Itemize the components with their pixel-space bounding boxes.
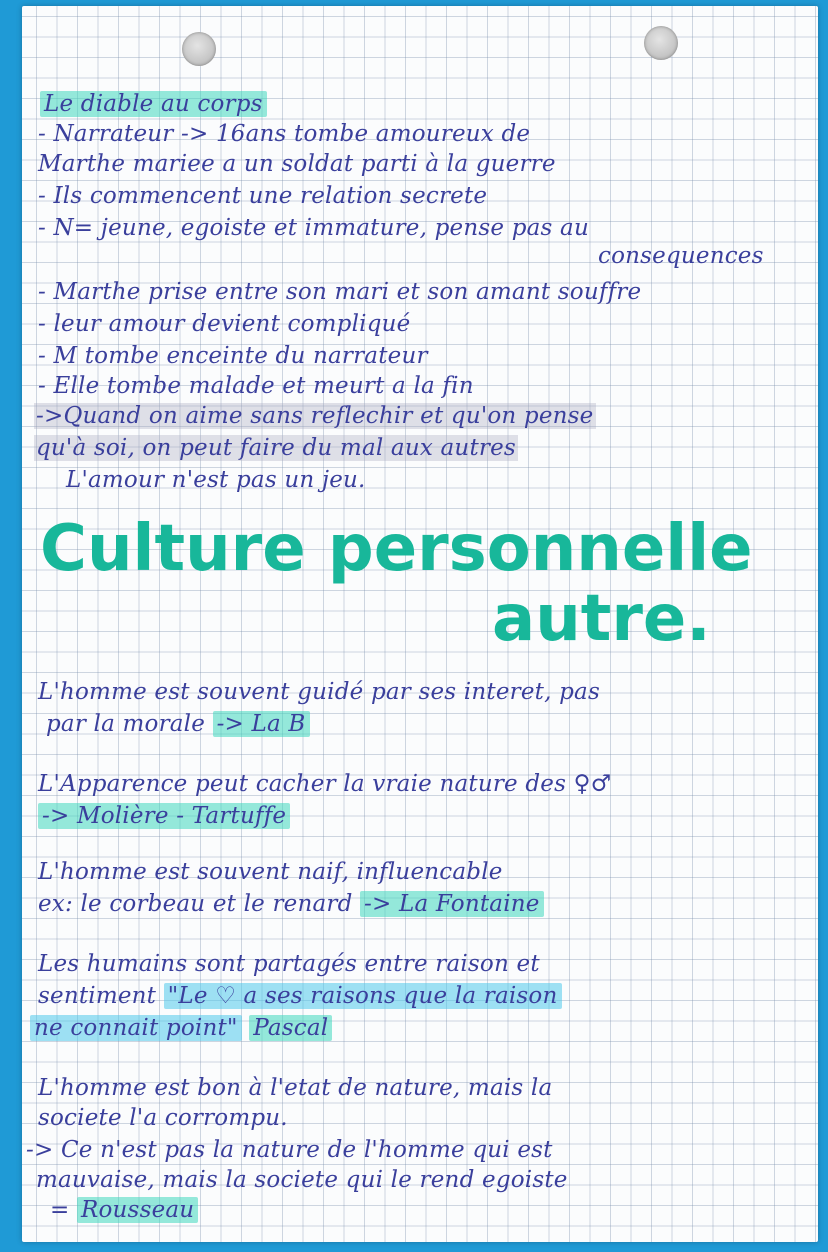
entry-line: ex: le corbeau et le renard -> La Fontaine [38, 890, 544, 918]
section-title: Le diable au corps [40, 90, 267, 118]
note-line: - Elle tombe malade et meurt a la fin [38, 373, 474, 399]
note-line: - Marthe prise entre son mari et son amant souffre [38, 279, 642, 305]
entry-line: mauvaise, mais la societe qui le rend egoiste [36, 1167, 568, 1193]
conclusion-line: ->Quand on aime sans reflechir et qu'on pense [36, 403, 594, 429]
conclusion-line: L'amour n'est pas un jeu. [66, 467, 366, 493]
heading-autre: autre. [492, 582, 711, 656]
quote-highlight: ne connait point" [30, 1015, 242, 1041]
heading-culture-personnelle: Culture personnelle [40, 512, 753, 586]
reference-highlight: -> La B [213, 711, 310, 737]
reference-highlight: -> La Fontaine [360, 891, 544, 917]
gender-symbols: ♀♂ [573, 771, 612, 797]
entry-line [38, 802, 290, 830]
note-line: - Narrateur -> 16ans tombe amoureux de [38, 121, 531, 147]
entry-line: societe l'a corrompu. [38, 1105, 288, 1131]
quote-highlight: "Le ♡ a ses raisons que la raison [164, 983, 562, 1009]
note-line: - M tombe enceinte du narrateur [38, 343, 428, 369]
note-line: - leur amour devient compliqué [38, 311, 411, 337]
note-line: Marthe mariee a un soldat parti à la guerre [38, 151, 556, 177]
entry-line: L'homme est bon à l'etat de nature, mais la [38, 1075, 553, 1101]
entry-line: = Rousseau [50, 1196, 198, 1224]
entry-line [30, 1014, 332, 1042]
reference-highlight: Pascal [249, 1015, 332, 1041]
note-line: - Ils commencent une relation secrete [38, 183, 488, 209]
reference-highlight: -> Molière - Tartuffe [38, 803, 290, 829]
conclusion-line: qu'à soi, on peut faire du mal aux autres [36, 435, 516, 461]
note-line: consequences [598, 243, 764, 269]
entry-line: -> Ce n'est pas la nature de l'homme qui est [26, 1137, 553, 1163]
note-line: - N= jeune, egoiste et immature, pense pas au [38, 215, 589, 241]
entry-line: par la morale -> La B [46, 710, 310, 738]
notebook-page [22, 6, 818, 1242]
entry-line: L'Apparence peut cacher la vraie nature des ♀♂ [38, 771, 612, 797]
punch-hole-left [182, 32, 216, 66]
reference-highlight: Rousseau [77, 1197, 198, 1223]
entry-line: sentiment "Le ♡ a ses raisons que la raison [38, 982, 562, 1010]
entry-line: L'homme est souvent naif, influencable [38, 859, 503, 885]
punch-hole-right [644, 26, 678, 60]
entry-line: L'homme est souvent guidé par ses interet, pas [38, 679, 600, 705]
entry-line: Les humains sont partagés entre raison et [38, 951, 540, 977]
